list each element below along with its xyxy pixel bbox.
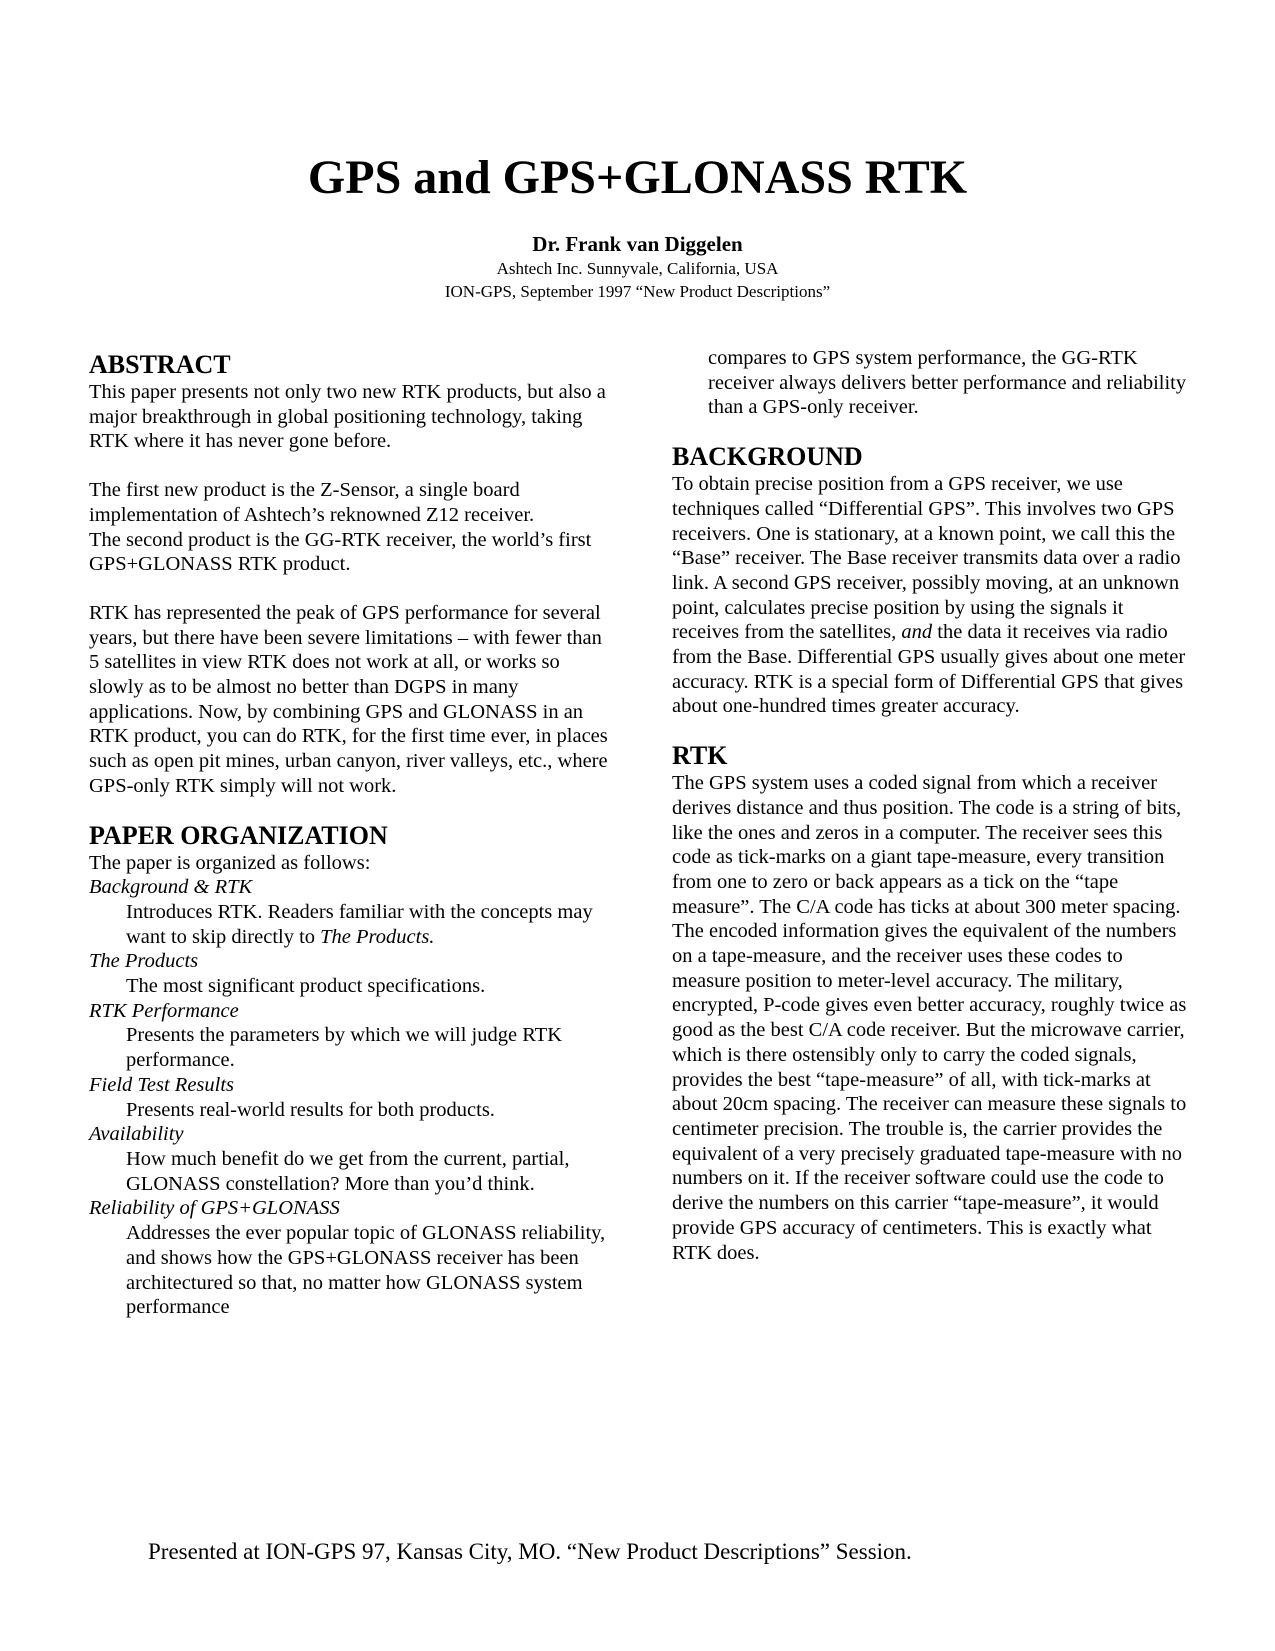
org-item-title: The Products (89, 950, 199, 973)
abstract-paragraph-3: RTK has represented the peak of GPS performance for several years, but there have been severe limitations – with fewer than 5 satellites in view RTK does not work at all, or works so slowly as to be almost no better than DGPS in many applications. Now, by combining GPS and GLONASS in an RTK product, you can do RTK, for the first time ever, in places such as open pit mines, urban canyon, river valleys, etc., where GPS-only RTK simply will not work. (89, 601, 608, 797)
abstract-paragraph-2a: The first new product is the Z-Sensor, a single board implementation of Ashtech’s reknowned Z12 receiver. (89, 479, 535, 526)
org-item-desc: Addresses the ever popular topic of GLONASS reliability, and shows how the GPS+GLONASS receiver has been architectured so that, no matter how GLONASS system performance (126, 1222, 606, 1319)
org-item-title: Reliability of GPS+GLONASS (89, 1197, 340, 1220)
background-paragraph: To obtain precise position from a GPS receiver, we use techniques called “Differential GPS”. This involves two GPS receivers. One is stationary, at a known point, we call this the “Base” receiver. The Base receiver transmits data over a radio link. A second GPS receiver, possibly moving, at an unknown point, calculates precise position by using the signals it receives from the satellites, and the data it receives via radio from the Base. Differential GPS usually gives about one meter accuracy. RTK is a special form of Differential GPS that gives about one-hundred times greater accuracy. (672, 473, 1186, 718)
abstract-paragraph-1: This paper presents not only two new RTK products, but also a major breakthrough in global positioning technology, taking RTK where it has never gone before. (89, 381, 606, 453)
page-footer: Presented at ION-GPS 97, Kansas City, MO. “New Product Descriptions” Session. (148, 1539, 912, 1564)
org-item-desc: How much benefit do we get from the current, partial, GLONASS constellation? More than you’d think. (126, 1147, 570, 1195)
author-affiliation: Ashtech Inc. Sunnyvale, California, USA (496, 259, 779, 278)
rtk-section (672, 741, 1192, 1265)
org-item-title: Field Test Results (89, 1073, 235, 1096)
org-item-desc: The most significant product specifications. (126, 975, 486, 998)
organization-intro: The paper is organized as follows: (89, 851, 371, 874)
abstract-paragraph-2b: The second product is the GG-RTK receiver, the world’s first GPS+GLONASS RTK product. (89, 528, 592, 576)
paper-title: GPS and GPS+GLONASS RTK (307, 151, 968, 204)
org-item-desc: Presents real-world results for both products. (126, 1098, 495, 1121)
publication-venue: ION-GPS, September 1997 “New Product Descriptions” (444, 282, 831, 301)
background-heading: BACKGROUND (672, 442, 863, 472)
org-item-title: Availability (89, 1123, 184, 1146)
abstract-heading: ABSTRACT (89, 350, 231, 379)
left-column (89, 350, 609, 1320)
right-column (672, 346, 1192, 1265)
rtk-heading: RTK (672, 741, 728, 771)
org-item-desc: Introduces RTK. Readers familiar with the concepts may want to skip directly to The Products. (126, 900, 593, 948)
rtk-paragraph: The GPS system uses a coded signal from which a receiver derives distance and thus position. The code is a string of bits, like the ones and zeros in a computer. The receiver sees this code as tick-marks on a giant tape-measure, every transition from one to zero or back appears as a tick on the “tape measure”. The C/A code has ticks at about 300 meter spacing. The encoded information gives the equivalent of the numbers on a tape-measure, and the receiver uses these codes to measure position to meter-level accuracy. The military, encrypted, P-code gives even better accuracy, roughly twice as good as the best C/A code receiver. But the microwave carrier, which is there ostensibly only to carry the coded signals, provides the best “tape-measure” of all, with tick-marks at about 20cm spacing. The receiver can measure these signals to centimeter precision. The trouble is, the carrier provides the equivalent of a very precisely graduated tape-measure with no numbers on it. If the receiver software could use the code to derive the numbers on this carrier “tape-measure”, it would provide GPS accuracy of centimeters. This is exactly what RTK does. (672, 772, 1187, 1264)
org-item-desc: Presents the parameters by which we will judge RTK performance. (126, 1024, 562, 1072)
org-item-title: Background & RTK (89, 876, 253, 899)
org-item-title: RTK Performance (89, 999, 239, 1022)
author-name: Dr. Frank van Diggelen (532, 232, 743, 256)
abstract-section (89, 350, 609, 799)
background-section (672, 442, 1192, 719)
organization-heading: PAPER ORGANIZATION (89, 820, 388, 850)
organization-section (89, 821, 609, 1320)
organization-continuation: compares to GPS system performance, the GG-RTK receiver always delivers better performance and reliability than a GPS-only receiver. (708, 347, 1187, 419)
